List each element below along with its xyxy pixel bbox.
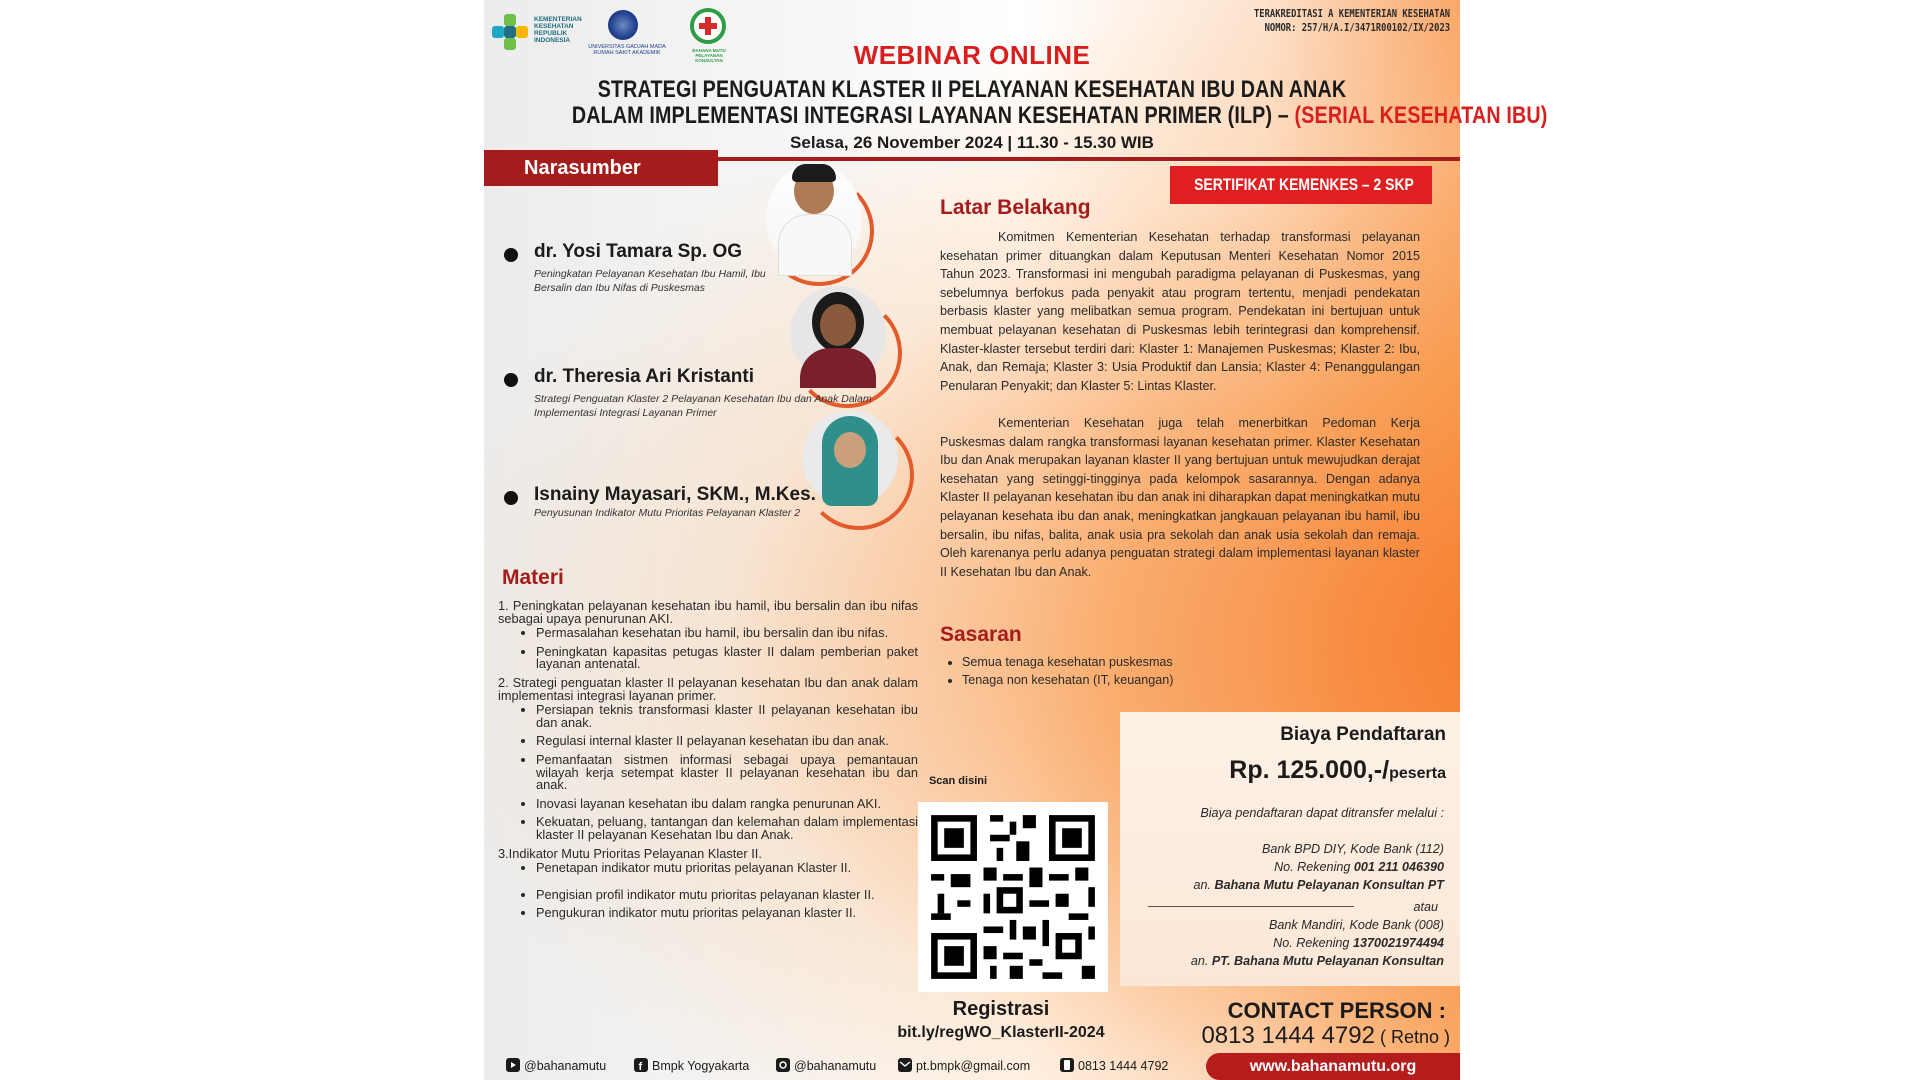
biaya-title: Biaya Pendaftaran — [1280, 724, 1446, 745]
bank-1-account — [1274, 860, 1444, 874]
speaker-3-photo — [802, 410, 898, 506]
bank-2-name: Bank Mandiri, Kode Bank (008) — [1268, 918, 1444, 932]
bank-2-holder-name: PT. Bahana Mutu Pelayanan Konsultan — [1211, 954, 1444, 968]
bank-1-account-label: No. Rekening — [1274, 860, 1354, 874]
accreditation-number: NOMOR: 257/H/A.I/3471R00102/IX/2023 — [1264, 21, 1450, 34]
bank-1-account-number: 001 211 046390 — [1353, 860, 1444, 874]
sertifikat-text: SERTIFIKAT KEMENKES – 2 SKP — [1194, 175, 1414, 194]
materi-item-3-sublist — [498, 862, 918, 920]
bank-2-holder-label: an. — [1190, 954, 1212, 968]
materi-item-2: 2. Strategi penguatan klaster II pelayanan kesehatan Ibu dan anak dalam implementasi integrasi layanan primer. — [498, 674, 918, 703]
scan-label: Scan disini — [928, 775, 988, 787]
materi-item-1: 1. Peningkatan pelayanan kesehatan ibu hamil, ibu bersalin dan ibu nifas sebagai upaya penurunan AKI. — [498, 598, 918, 626]
bullet-icon — [504, 373, 518, 387]
sasaran-list — [940, 653, 1262, 689]
registration-link[interactable]: bit.ly/regWO_KlasterII-2024 — [897, 1024, 1105, 1041]
event-time: | 11.30 - 15.30 WIB — [1002, 133, 1154, 152]
accreditation-line: TERAKREDITASI A KEMENTERIAN KESEHATAN — [1253, 7, 1450, 20]
materi-item-3: 3.Indikator Mutu Prioritas Pelayanan Klaster II. — [498, 845, 762, 861]
materi-item-1-sublist — [498, 627, 918, 671]
transfer-intro: Biaya pendaftaran dapat ditransfer melalui : — [1200, 806, 1444, 820]
kemenkes-logo-text: KEMENTERIAN KESEHATAN REPUBLIK INDONESIA — [534, 16, 582, 44]
materi-heading: Materi — [502, 566, 564, 589]
event-title-line-2-text: DALAM IMPLEMENTASI INTEGRASI LAYANAN KESEHATAN PRIMER (ILP) – — [571, 102, 1295, 129]
website-link[interactable]: www.bahanamutu.org — [1206, 1053, 1460, 1080]
latar-belakang-heading: Latar Belakang — [940, 196, 1091, 219]
bank-1-holder-label: an. — [1193, 878, 1215, 892]
speaker-3-name: Isnainy Mayasari, SKM., M.Kes. — [534, 484, 816, 505]
footer-facebook-name: Bmpk Yogyakarta — [652, 1059, 750, 1073]
email-icon — [898, 1058, 912, 1072]
qr-code-icon — [918, 802, 1108, 992]
footer-email-address: pt.bmpk@gmail.com — [916, 1059, 1031, 1073]
contact-phone[interactable]: 0813 1444 4792 — [1201, 1022, 1375, 1049]
speaker-1-photo — [766, 164, 862, 274]
narasumber-label: Narasumber — [484, 150, 718, 186]
materi-item-2-sublist — [498, 704, 918, 841]
footer-facebook[interactable] — [634, 1058, 749, 1073]
speaker-2-name: dr. Theresia Ari Kristanti — [534, 366, 754, 387]
bank-1-holder-name: Bahana Mutu Pelayanan Konsultan PT — [1214, 878, 1444, 892]
accreditation-note — [1254, 7, 1450, 35]
latar-belakang-paragraph-2: Kementerian Kesehatan juga telah menerbitkan Pedoman Kerja Puskesmas dalam rangka transformasi layanan kesehatan primer. Klaster Kesehatan Ibu dan Anak merupakan layanan klaster II yang bertujuan untuk mewujudkan derajat kesehatan yang setinggi-tingginya pada kelompok sasarannya. Dengan adanya Klaster II pelayanan kesehatan ibu dan anak ini diharapkan dapat meningkatkan mutu pelayanan kesehata ibu dan anak, meningkatkan jangkauan pelayanan ibu hamil, ibu bersalin, ibu nifas, balita, anak usia pra sekolah dan anak usia sekolah dan remaja. Oleh karenanya perlu adanya penguatan strategi dalam implementasi layanan klaster II Kesehatan Ibu dan Anak. — [940, 416, 1420, 579]
footer-youtube[interactable] — [506, 1058, 606, 1073]
event-date: Selasa, 26 November 2024 — [790, 133, 1003, 152]
bahana-logo-text: BAHANA MUTU PELAYANAN KONSULTAN — [692, 48, 726, 63]
poster-header — [484, 0, 1548, 152]
biaya-amount — [1229, 756, 1446, 785]
facebook-icon — [634, 1058, 648, 1072]
contact-person-title: CONTACT PERSON : — [1227, 998, 1446, 1023]
biaya-amount-value: Rp. 125.000,-/ — [1229, 756, 1390, 784]
list-item: • Tenaga non kesehatan (IT, keuangan) — [962, 671, 1262, 689]
event-title-line-2 — [571, 102, 1548, 130]
list-item: • Penetapan indikator mutu prioritas pelayanan Klaster II. — [536, 862, 918, 875]
sertifikat-badge — [1170, 166, 1432, 204]
instagram-icon — [776, 1058, 790, 1072]
list-item: • Pengisian profil indikator mutu prioritas pelayanan klaster II. — [536, 889, 918, 902]
list-item: • Pengukuran indikator mutu prioritas pelayanan klaster II. — [536, 907, 918, 920]
sasaran-heading: Sasaran — [940, 623, 1022, 646]
speaker-1-name: dr. Yosi Tamara Sp. OG — [534, 241, 743, 262]
ugm-seal-icon — [608, 10, 638, 40]
bank-divider — [1148, 906, 1354, 907]
bank-1-name: Bank BPD DIY, Kode Bank (112) — [1261, 842, 1444, 856]
list-item: • Semua tenaga kesehatan puskesmas — [962, 653, 1262, 671]
list-item: • Permasalahan kesehatan ibu hamil, ibu bersalin dan ibu nifas. — [536, 627, 918, 640]
bank-2-holder — [1191, 954, 1444, 968]
footer-instagram-handle: @bahanamutu — [794, 1059, 877, 1073]
footer-phone[interactable] — [1060, 1058, 1168, 1073]
footer-email[interactable] — [898, 1058, 1030, 1073]
bank-2-account-number: 1370021974494 — [1352, 936, 1444, 950]
speaker-2-topic: Strategi Penguatan Klaster 2 Pelayanan Kesehatan Ibu dan Anak Dalam Implementasi Integrasi Layanan Primer — [534, 393, 872, 419]
youtube-icon — [506, 1058, 520, 1072]
footer-instagram[interactable] — [776, 1058, 876, 1073]
webinar-poster — [484, 0, 1548, 1080]
speaker-2-photo — [790, 286, 886, 382]
list-item: • Regulasi internal klaster II pelayanan kesehatan ibu dan anak. — [536, 735, 918, 748]
bank-2-account — [1273, 936, 1444, 950]
bullet-icon — [504, 491, 518, 505]
speaker-1-topic: Peningkatan Pelayanan Kesehatan Ibu Hamil, Ibu Bersalin dan Ibu Nifas di Puskesmas — [534, 268, 766, 294]
list-item: • Kekuatan, peluang, tantangan dan kelemahan dalam implementasi klaster II pelayanan Kesehatan Ibu dan Anak. — [536, 816, 918, 841]
latar-belakang-paragraph-1: Komitmen Kementerian Kesehatan terhadap transformasi pelayanan kesehatan primer dituangkan dalam Keputusan Menteri Kesehatan Nomor 2015 Tahun 2023. Transformasi ini mengubah paradigma pelayanan di Puskesmas, yang sebelumnya berfokus pada penyakit atau program tertentu, menjadi pendekatan berbasis klaster yang melibatkan semua program. Pendekatan ini bertujuan untuk membuat pelayanan kesehatan di Puskesmas lebih terintegrasi dan komprehensif. Klaster-klaster tersebut terdiri dari: Klaster 1: Manajemen Puskesmas; Klaster 2: Ibu, Anak, dan Remaja; Klaster 3: Usia Produktif dan Lansia; Klaster 4: Penanggulangan Penularan Penyakit; dan Klaster 5: Lintas Klaster. — [940, 230, 1420, 393]
medical-cross-icon — [690, 8, 726, 44]
list-item: • Inovasi layanan kesehatan ibu dalam rangka penurunan AKI. — [536, 798, 918, 811]
list-item: • Peningkatan kapasitas petugas klaster II dalam pemberian paket layanan antenatal. — [536, 646, 918, 671]
contact-person-number — [1201, 1022, 1450, 1050]
bullet-icon — [504, 248, 518, 262]
registration-qr-code[interactable] — [918, 802, 1108, 992]
svg-text:f: f — [638, 1061, 643, 1073]
registrasi-label: Registrasi — [952, 998, 1050, 1020]
bank-2-account-label: No. Rekening — [1273, 936, 1353, 950]
phone-icon — [1060, 1058, 1074, 1072]
footer-phone-number: 0813 1444 4792 — [1078, 1059, 1169, 1073]
speaker-3-topic: Penyusunan Indikator Mutu Prioritas Pelayanan Klaster 2 — [534, 507, 801, 519]
ugm-logo-text: UNIVERSITAS GADJAH MADA RUMAH SAKIT AKADEMIK — [588, 44, 666, 56]
list-item: • Pemanfaatan sistmen informasi sebagai upaya pemantauan wilayah kerja setempat klaster II pelayanan kesehatan ibu dan anak. — [536, 754, 918, 792]
bank-or-label: atau — [1413, 900, 1438, 914]
footer-youtube-handle: @bahanamutu — [524, 1059, 607, 1073]
bank-1-holder — [1193, 878, 1444, 892]
contact-name: ( Retno ) — [1374, 1027, 1450, 1047]
webinar-title: WEBINAR ONLINE — [853, 40, 1091, 70]
event-title-line-1: STRATEGI PENGUATAN KLASTER II PELAYANAN KESEHATAN IBU DAN ANAK — [597, 76, 1347, 103]
list-item: • Persiapan teknis transformasi klaster II pelayanan kesehatan ibu dan anak. — [536, 704, 918, 729]
materi-list — [498, 600, 918, 926]
event-series-label: (SERIAL KESEHATAN IBU) — [1294, 102, 1548, 129]
biaya-amount-suffix: peserta — [1389, 765, 1446, 782]
